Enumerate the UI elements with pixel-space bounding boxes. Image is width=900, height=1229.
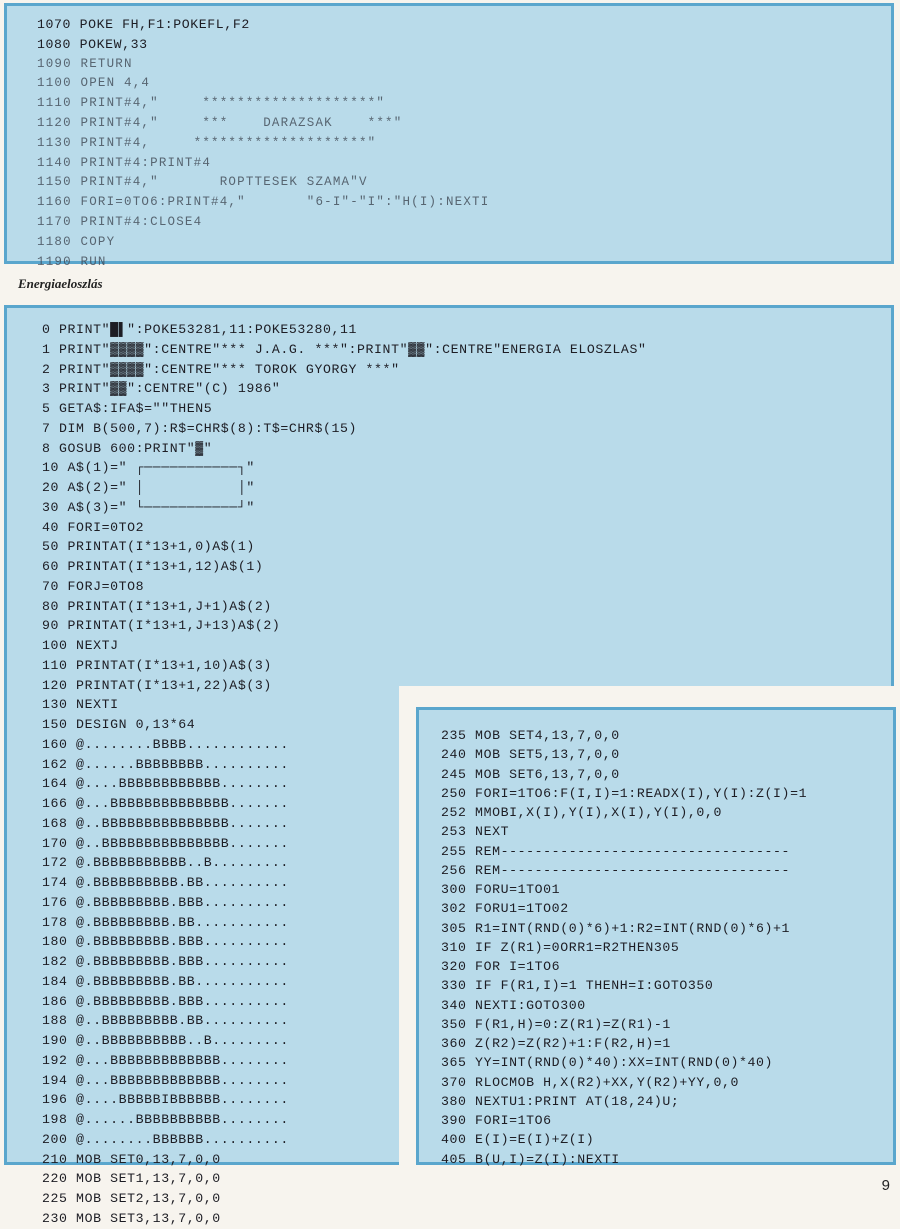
code-line: 1170 PRINT#4:CLOSE4 xyxy=(37,214,203,229)
code-line: 170 @..BBBBBBBBBBBBBBB....... xyxy=(42,835,289,851)
code-line: 150 DESIGN 0,13*64 xyxy=(42,717,196,732)
code-listing-energia-part2 xyxy=(441,726,893,1169)
code-line: 184 @.BBBBBBBBB.BB........... xyxy=(42,973,289,989)
code-line: 190 @..BBBBBBBBBB..B......... xyxy=(42,1033,289,1048)
code-line: 253 NEXT xyxy=(441,824,510,840)
code-line: 250 FORI=1TO6:F(I,I)=1:READX(I),Y(I):Z(I)=1 xyxy=(441,785,808,801)
code-line: 168 @..BBBBBBBBBBBBBBB....... xyxy=(42,815,289,831)
code-line: 365 YY=INT(RND(0)*40):XX=INT(RND(0)*40) xyxy=(441,1055,774,1071)
code-line: 310 IF Z(R1)=0ORR1=R2THEN305 xyxy=(441,939,680,955)
code-line: 180 @.BBBBBBBBB.BBB.......... xyxy=(42,934,289,950)
code-line: 30 A$(3)=" └───────────┘" xyxy=(42,499,255,515)
listing-panel-continuation xyxy=(416,707,896,1165)
code-line: 186 @.BBBBBBBBB.BBB.......... xyxy=(42,993,289,1009)
code-line: 7 DIM B(500,7):R$=CHR$(8):T$=CHR$(15) xyxy=(42,420,358,436)
code-line: 196 @....BBBBBIBBBBBB........ xyxy=(42,1092,289,1108)
code-line: 176 @.BBBBBBBBB.BBB.......... xyxy=(42,894,289,910)
code-line: 1 PRINT"▓▓▓▓":CENTRE"*** J.A.G. ***":PRINT"▓▓":CENTRE"ENERGIA ELOSZLAS" xyxy=(42,341,647,357)
code-line: 3 PRINT"▓▓":CENTRE"(C) 1986" xyxy=(42,381,281,397)
code-line: 1100 OPEN 4,4 xyxy=(37,76,151,91)
code-line: 220 MOB SET1,13,7,0,0 xyxy=(42,1171,221,1187)
code-line: 120 PRINTAT(I*13+1,22)A$(3) xyxy=(42,677,272,693)
code-line: 350 F(R1,H)=0:Z(R1)=Z(R1)-1 xyxy=(441,1016,671,1032)
code-line: 162 @......BBBBBBBB.......... xyxy=(42,756,289,772)
code-line: 1190 RUN xyxy=(37,254,107,269)
code-line: 60 PRINTAT(I*13+1,12)A$(1) xyxy=(42,559,264,574)
code-line: 1110 PRINT#4," ********************" xyxy=(37,96,386,111)
code-line: 100 NEXTJ xyxy=(42,638,119,653)
page-number: 9 xyxy=(881,1177,890,1194)
code-line: 200 @........BBBBBB.......... xyxy=(42,1131,289,1147)
code-line: 10 A$(1)=" ┌───────────┐" xyxy=(42,460,255,476)
code-line: 210 MOB SET0,13,7,0,0 xyxy=(42,1151,221,1167)
code-line: 20 A$(2)=" │ │" xyxy=(42,480,255,495)
code-line: 194 @...BBBBBBBBBBBBB........ xyxy=(42,1072,289,1088)
code-line: 188 @..BBBBBBBBB.BB.......... xyxy=(42,1013,289,1029)
code-line: 340 NEXTI:GOTO300 xyxy=(441,997,586,1013)
code-line: 405 B(U,I)=Z(I):NEXTI xyxy=(441,1151,620,1167)
code-line: 1160 FORI=0TO6:PRINT#4," "6-I"-"I":"H(I):NEXTI xyxy=(37,195,490,210)
code-line: 2 PRINT"▓▓▓▓":CENTRE"*** TOROK GYORGY ***" xyxy=(42,361,400,377)
code-line: 174 @.BBBBBBBBBB.BB.......... xyxy=(42,875,289,890)
code-line: 300 FORU=1TO01 xyxy=(441,882,561,897)
code-line: 70 FORJ=0TO8 xyxy=(42,578,145,594)
code-line: 1130 PRINT#4, ********************" xyxy=(37,135,377,150)
code-line: 305 R1=INT(RND(0)*6)+1:R2=INT(RND(0)*6)+1 xyxy=(441,920,791,936)
code-line: 1120 PRINT#4," *** DARAZSAK ***" xyxy=(37,115,403,130)
code-line: 192 @...BBBBBBBBBBBBB........ xyxy=(42,1052,289,1068)
code-line: 182 @.BBBBBBBBB.BBB.......... xyxy=(42,954,289,969)
code-line: 252 MMOBI,X(I),Y(I),X(I),Y(I),0,0 xyxy=(441,805,722,820)
code-line: 1140 PRINT#4:PRINT#4 xyxy=(37,155,212,170)
code-line: 390 FORI=1TO6 xyxy=(441,1113,552,1128)
code-line: 240 MOB SET5,13,7,0,0 xyxy=(441,747,620,763)
code-line: 8 GOSUB 600:PRINT"▓" xyxy=(42,440,213,456)
code-line: 400 E(I)=E(I)+Z(I) xyxy=(441,1132,595,1148)
listing-panel-top xyxy=(4,3,894,269)
code-line: 255 REM---------------------------------- xyxy=(441,843,791,859)
code-line: 40 FORI=0TO2 xyxy=(42,519,145,535)
code-line: 164 @....BBBBBBBBBBBB........ xyxy=(42,776,289,792)
code-listing-darazsak-end xyxy=(37,15,891,272)
code-line: 256 REM---------------------------------- xyxy=(441,862,791,878)
code-line: 198 @......BBBBBBBBBB........ xyxy=(42,1112,289,1127)
code-line: 380 NEXTU1:PRINT AT(18,24)U; xyxy=(441,1093,680,1109)
code-line: 50 PRINTAT(I*13+1,0)A$(1) xyxy=(42,539,255,555)
code-line: 178 @.BBBBBBBBB.BB........... xyxy=(42,914,289,930)
code-line: 225 MOB SET2,13,7,0,0 xyxy=(42,1191,221,1206)
code-line: 1150 PRINT#4," ROPTTESEK SZAMA"V xyxy=(37,175,368,190)
section-caption: Energiaeloszlás xyxy=(18,276,103,291)
code-line: 1070 POKE FH,F1:POKEFL,F2 xyxy=(37,17,250,32)
code-line: 330 IF F(R1,I)=1 THENH=I:GOTO350 xyxy=(441,978,714,994)
code-line: 320 FOR I=1TO6 xyxy=(441,959,561,974)
code-line: 130 NEXTI xyxy=(42,697,119,713)
code-line: 360 Z(R2)=Z(R2)+1:F(R2,H)=1 xyxy=(441,1036,671,1051)
code-line: 1090 RETURN xyxy=(37,56,133,71)
code-line: 90 PRINTAT(I*13+1,J+13)A$(2) xyxy=(42,618,281,634)
code-line: 370 RLOCMOB H,X(R2)+XX,Y(R2)+YY,0,0 xyxy=(441,1074,739,1090)
code-line: 80 PRINTAT(I*13+1,J+1)A$(2) xyxy=(42,598,272,614)
code-line: 245 MOB SET6,13,7,0,0 xyxy=(441,766,620,782)
code-line: 110 PRINTAT(I*13+1,10)A$(3) xyxy=(42,657,272,673)
code-line: 1080 POKEW,33 xyxy=(37,36,148,52)
code-line: 302 FORU1=1TO02 xyxy=(441,901,569,917)
code-line: 1180 COPY xyxy=(37,234,116,249)
code-line: 235 MOB SET4,13,7,0,0 xyxy=(441,728,620,743)
code-line: 166 @...BBBBBBBBBBBBBB....... xyxy=(42,796,289,811)
code-line: 0 PRINT"█▌":POKE53281,11:POKE53280,11 xyxy=(42,322,358,337)
code-line: 230 MOB SET3,13,7,0,0 xyxy=(42,1210,221,1226)
code-line: 160 @........BBBB............ xyxy=(42,736,289,752)
code-line: 172 @.BBBBBBBBBBB..B......... xyxy=(42,855,289,871)
code-line: 5 GETA$:IFA$=""THEN5 xyxy=(42,401,213,416)
